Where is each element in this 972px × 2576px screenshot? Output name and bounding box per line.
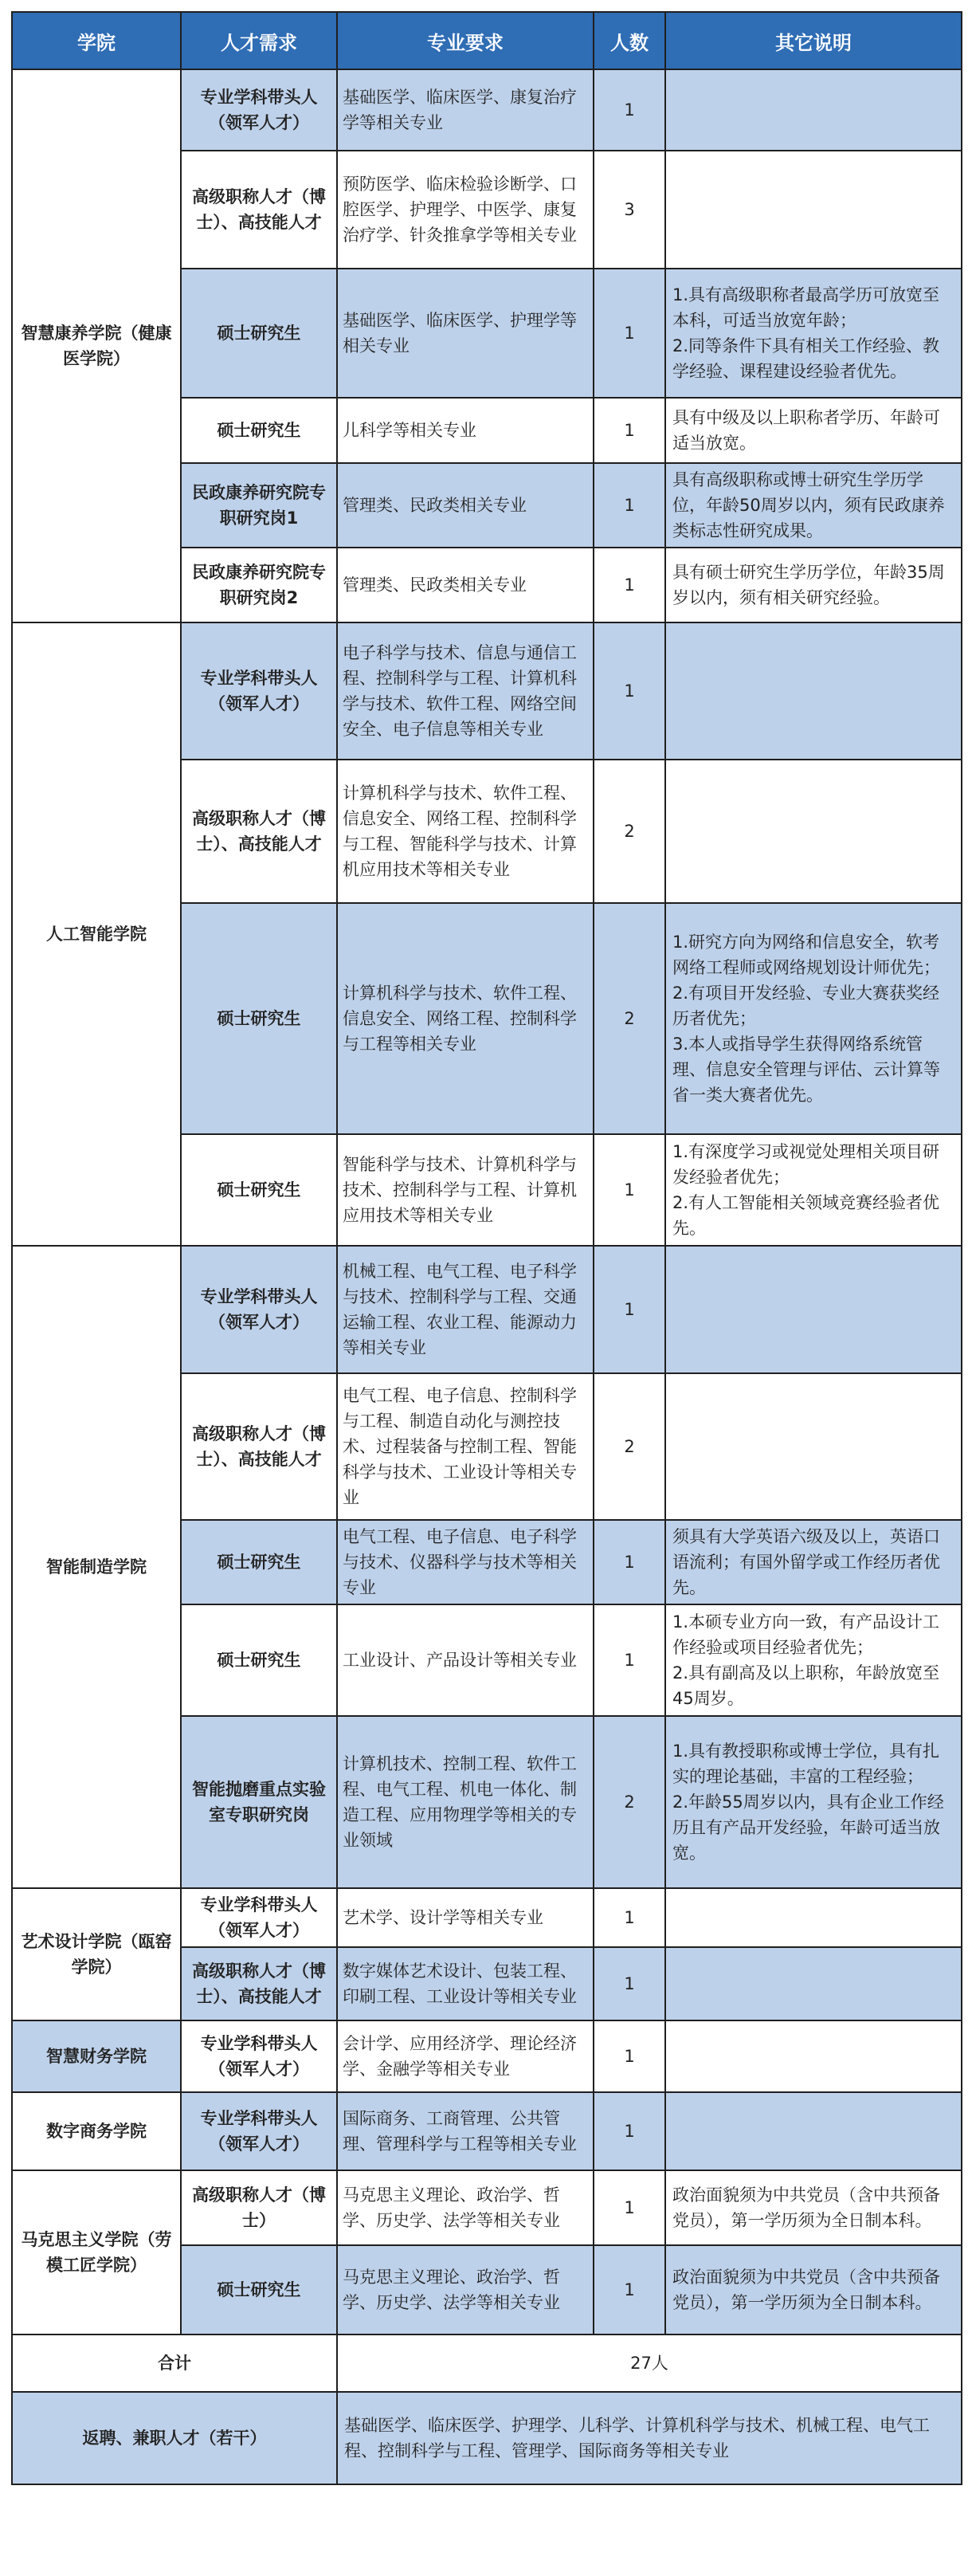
- major-cell: 预防医学、临床检验诊断学、口腔医学、护理学、中医学、康复治疗学、针灸推拿学等相关专业: [337, 151, 594, 269]
- notes-cell: [665, 548, 962, 622]
- demand-cell: 高级职称人才（博士）: [181, 2170, 337, 2245]
- note-line: 1.有深度学习或视觉处理相关项目研发经验者优先；: [672, 1142, 940, 1187]
- note-line: 1.本硕专业方向一致，有产品设计工作经验或项目经验者优先；: [672, 1612, 940, 1657]
- notes-cell: [665, 2092, 962, 2170]
- note-line: 3.本人或指导学生获得网络系统管理、信息安全管理与评估、云计算等省一类大赛者优先。: [672, 1035, 940, 1105]
- major-cell: 基础医学、临床医学、康复治疗学等相关专业: [337, 69, 594, 151]
- major-cell: 儿科学等相关专业: [337, 398, 594, 463]
- major-cell: 智能科学与技术、计算机科学与技术、控制科学与工程、计算机应用技术等相关专业: [337, 1134, 594, 1246]
- count-cell: 1: [594, 2020, 665, 2092]
- notes-cell: [665, 1373, 962, 1520]
- demand-cell: 专业学科带头人（领军人才）: [181, 1246, 337, 1373]
- major-cell: 计算机科学与技术、软件工程、信息安全、网络工程、控制科学与工程、智能科学与技术、计算机应用技术等相关专业: [337, 760, 594, 903]
- demand-cell: 硕士研究生: [181, 1604, 337, 1716]
- total-row: [12, 2334, 962, 2392]
- header-college: 学院: [12, 12, 181, 69]
- count-cell: 1: [594, 1604, 665, 1716]
- note-line: 1.研究方向为网络和信息安全，软考网络工程师或网络规划设计师优先；: [672, 933, 940, 977]
- extra-row: [12, 2392, 962, 2484]
- note-line: 具有硕士研究生学历学位，年龄35周岁以内，须有相关研究经验。: [672, 563, 945, 607]
- count-cell: 2: [594, 903, 665, 1134]
- count-cell: 2: [594, 1373, 665, 1520]
- demand-cell: 专业学科带头人（领军人才）: [181, 622, 337, 760]
- demand-cell: 硕士研究生: [181, 2245, 337, 2334]
- notes-cell: [665, 1134, 962, 1246]
- note-line: 具有高级职称或博士研究生学历学位，年龄50周岁以内，须有民政康养类标志性研究成果。: [672, 470, 945, 540]
- demand-cell: 硕士研究生: [181, 269, 337, 398]
- count-cell: 2: [594, 1716, 665, 1888]
- note-line: 2.有人工智能相关领域竞赛经验者优先。: [672, 1193, 940, 1238]
- notes-cell: [665, 1604, 962, 1716]
- demand-cell: 高级职称人才（博士）、高技能人才: [181, 760, 337, 903]
- header-demand: 人才需求: [181, 12, 337, 69]
- count-cell: 1: [594, 2170, 665, 2245]
- note-line: 2.同等条件下具有相关工作经验、教学经验、课程建设经验者优先。: [672, 336, 940, 381]
- extra-label: 返聘、兼职人才（若干）: [12, 2392, 337, 2484]
- extra-value: 基础医学、临床医学、护理学、儿科学、计算机科学与技术、机械工程、电气工程、控制科学与工程、管理学、国际商务等相关专业: [337, 2392, 962, 2484]
- demand-cell: 高级职称人才（博士）、高技能人才: [181, 1947, 337, 2020]
- count-cell: 1: [594, 269, 665, 398]
- major-cell: 艺术学、设计学等相关专业: [337, 1888, 594, 1947]
- note-line: 政治面貌须为中共党员（含中共预备党员），第一学历须为全日制本科。: [672, 2185, 940, 2230]
- count-cell: 1: [594, 1947, 665, 2020]
- college-cell: 人工智能学院: [12, 622, 181, 1246]
- demand-cell: 民政康养研究院专职研究岗2: [181, 548, 337, 622]
- note-line: 2.年龄55周岁以内，具有企业工作经历且有产品开发经验，年龄可适当放宽。: [672, 1793, 944, 1863]
- notes-cell: [665, 2170, 962, 2245]
- header-major: 专业要求: [337, 12, 594, 69]
- college-cell: 智能制造学院: [12, 1246, 181, 1888]
- notes-cell: [665, 2245, 962, 2334]
- notes-cell: [665, 69, 962, 151]
- major-cell: 数字媒体艺术设计、包装工程、印刷工程、工业设计等相关专业: [337, 1947, 594, 2020]
- major-cell: 电子科学与技术、信息与通信工程、控制科学与工程、计算机科学与技术、软件工程、网络空间安全、电子信息等相关专业: [337, 622, 594, 760]
- count-cell: 1: [594, 2092, 665, 2170]
- note-line: 政治面貌须为中共党员（含中共预备党员），第一学历须为全日制本科。: [672, 2268, 940, 2312]
- major-cell: 工业设计、产品设计等相关专业: [337, 1604, 594, 1716]
- table-body: [12, 69, 962, 2334]
- demand-cell: 专业学科带头人（领军人才）: [181, 1888, 337, 1947]
- count-cell: 1: [594, 622, 665, 760]
- demand-cell: 硕士研究生: [181, 398, 337, 463]
- count-cell: 1: [594, 1246, 665, 1373]
- total-value: 27人: [337, 2334, 962, 2392]
- count-cell: 1: [594, 1888, 665, 1947]
- header-count: 人数: [594, 12, 665, 69]
- demand-cell: 高级职称人才（博士）、高技能人才: [181, 1373, 337, 1520]
- notes-cell: [665, 1716, 962, 1888]
- notes-cell: [665, 1888, 962, 1947]
- notes-cell: [665, 1947, 962, 2020]
- major-cell: 基础医学、临床医学、护理学等相关专业: [337, 269, 594, 398]
- table-footer: [12, 2334, 962, 2484]
- count-cell: 1: [594, 69, 665, 151]
- header-notes: 其它说明: [665, 12, 962, 69]
- table-row: [12, 1888, 962, 1947]
- table-row: [12, 622, 962, 760]
- note-line: 具有中级及以上职称者学历、年龄可适当放宽。: [672, 408, 940, 453]
- notes-cell: [665, 463, 962, 548]
- count-cell: 3: [594, 151, 665, 269]
- count-cell: 1: [594, 398, 665, 463]
- college-cell: 艺术设计学院（瓯窑学院）: [12, 1888, 181, 2020]
- total-label: 合计: [12, 2334, 337, 2392]
- major-cell: 马克思主义理论、政治学、哲学、历史学、法学等相关专业: [337, 2170, 594, 2245]
- notes-cell: [665, 269, 962, 398]
- count-cell: 1: [594, 463, 665, 548]
- major-cell: 国际商务、工商管理、公共管理、管理科学与工程等相关专业: [337, 2092, 594, 2170]
- table-row: [12, 2170, 962, 2245]
- notes-cell: [665, 2020, 962, 2092]
- count-cell: 1: [594, 1134, 665, 1246]
- notes-cell: [665, 622, 962, 760]
- major-cell: 会计学、应用经济学、理论经济学、金融学等相关专业: [337, 2020, 594, 2092]
- note-line: 1.具有高级职称者最高学历可放宽至本科，可适当放宽年龄；: [672, 285, 940, 330]
- table-row: [12, 2020, 962, 2092]
- college-cell: 智慧财务学院: [12, 2020, 181, 2092]
- demand-cell: 智能抛磨重点实验室专职研究岗: [181, 1716, 337, 1888]
- demand-cell: 硕士研究生: [181, 1134, 337, 1246]
- college-cell: 智慧康养学院（健康医学院）: [12, 69, 181, 622]
- major-cell: 计算机科学与技术、软件工程、信息安全、网络工程、控制科学与工程等相关专业: [337, 903, 594, 1134]
- major-cell: 马克思主义理论、政治学、哲学、历史学、法学等相关专业: [337, 2245, 594, 2334]
- major-cell: 计算机技术、控制工程、软件工程、电气工程、机电一体化、制造工程、应用物理学等相关的专业领域: [337, 1716, 594, 1888]
- demand-cell: 硕士研究生: [181, 903, 337, 1134]
- notes-cell: [665, 1246, 962, 1373]
- table-row: [12, 1246, 962, 1373]
- major-cell: 管理类、民政类相关专业: [337, 463, 594, 548]
- major-cell: 电气工程、电子信息、控制科学与工程、制造自动化与测控技术、过程装备与控制工程、智能科学与技术、工业设计等相关专业: [337, 1373, 594, 1520]
- major-cell: 机械工程、电气工程、电子科学与技术、控制科学与工程、交通运输工程、农业工程、能源动力等相关专业: [337, 1246, 594, 1373]
- note-line: 2.具有副高及以上职称，年龄放宽至45周岁。: [672, 1663, 940, 1708]
- recruitment-table: [11, 11, 962, 2485]
- note-line: 须具有大学英语六级及以上，英语口语流利；有国外留学或工作经历者优先。: [672, 1527, 940, 1597]
- note-line: 2.有项目开发经验、专业大赛获奖经历者优先；: [672, 984, 940, 1028]
- demand-cell: 高级职称人才（博士）、高技能人才: [181, 151, 337, 269]
- demand-cell: 专业学科带头人（领军人才）: [181, 69, 337, 151]
- count-cell: 2: [594, 760, 665, 903]
- count-cell: 1: [594, 2245, 665, 2334]
- count-cell: 1: [594, 548, 665, 622]
- table-header-row: [12, 12, 962, 69]
- college-cell: 马克思主义学院（劳模工匠学院）: [12, 2170, 181, 2334]
- table-row: [12, 69, 962, 151]
- notes-cell: [665, 151, 962, 269]
- demand-cell: 民政康养研究院专职研究岗1: [181, 463, 337, 548]
- demand-cell: 专业学科带头人（领军人才）: [181, 2092, 337, 2170]
- college-cell: 数字商务学院: [12, 2092, 181, 2170]
- major-cell: 管理类、民政类相关专业: [337, 548, 594, 622]
- demand-cell: 硕士研究生: [181, 1520, 337, 1604]
- table-row: [12, 2092, 962, 2170]
- notes-cell: [665, 1520, 962, 1604]
- notes-cell: [665, 398, 962, 463]
- notes-cell: [665, 760, 962, 903]
- count-cell: 1: [594, 1520, 665, 1604]
- major-cell: 电气工程、电子信息、电子科学与技术、仪器科学与技术等相关专业: [337, 1520, 594, 1604]
- notes-cell: [665, 903, 962, 1134]
- note-line: 1.具有教授职称或博士学位，具有扎实的理论基础，丰富的工程经验；: [672, 1742, 940, 1786]
- demand-cell: 专业学科带头人（领军人才）: [181, 2020, 337, 2092]
